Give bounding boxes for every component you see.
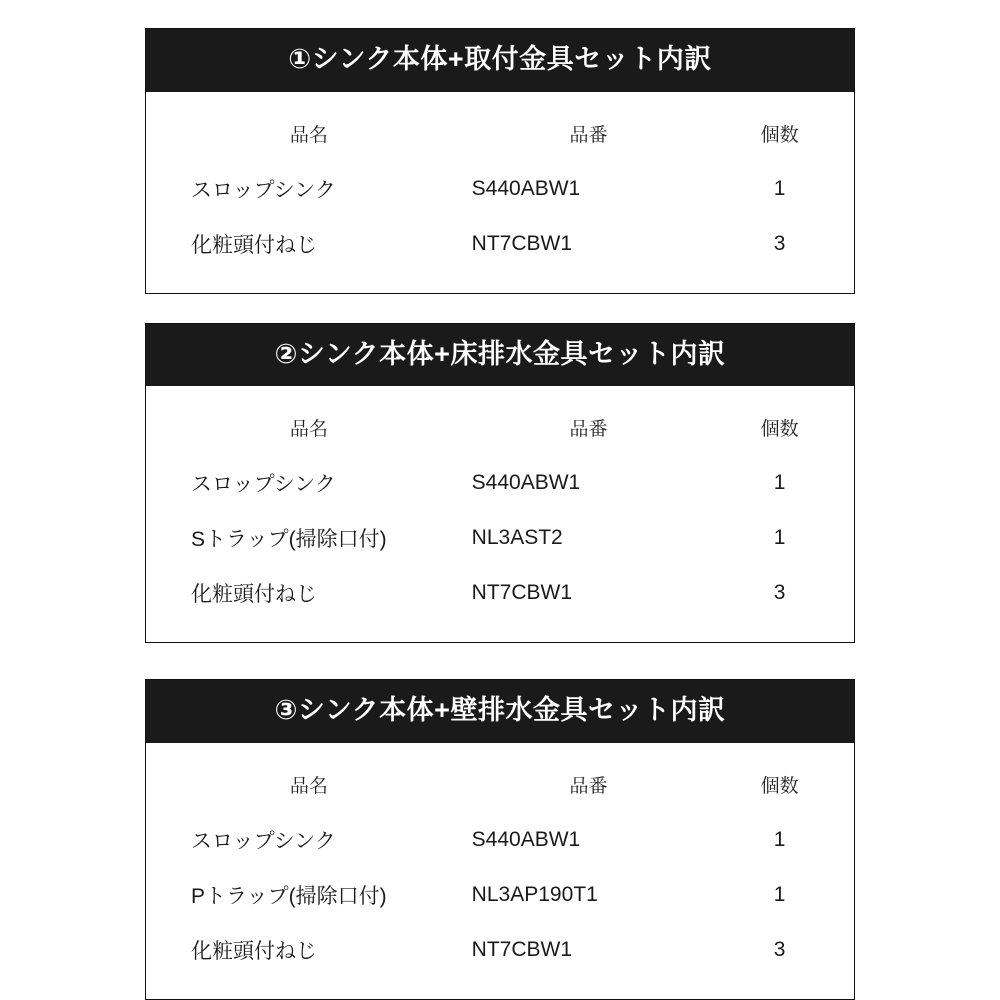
cell-name: スロップシンク bbox=[191, 178, 336, 202]
column-header-name: 品名 bbox=[289, 124, 328, 146]
cell-name: スロップシンク bbox=[191, 830, 336, 853]
cell-qty: 1 bbox=[773, 883, 786, 906]
cell-qty: 3 bbox=[773, 231, 786, 255]
column-header-qty: 個数 bbox=[760, 124, 799, 146]
cell-name: スロップシンク bbox=[191, 473, 336, 497]
cell-code: S440ABW1 bbox=[471, 471, 581, 495]
column-header-code: 品番 bbox=[569, 124, 608, 146]
table-row bbox=[146, 867, 854, 922]
cell-code: S440ABW1 bbox=[471, 176, 581, 200]
spec-table-2 bbox=[145, 323, 855, 644]
table-row bbox=[146, 922, 854, 977]
cell-qty: 1 bbox=[773, 471, 786, 495]
cell-code: S440ABW1 bbox=[471, 828, 581, 851]
table-3-grid bbox=[146, 749, 854, 977]
table-1-title: ①シンク本体+取付金具セット内訳 bbox=[146, 29, 854, 92]
table-header-row bbox=[146, 749, 854, 812]
cell-qty: 3 bbox=[773, 581, 786, 605]
column-header-name: 品名 bbox=[289, 776, 328, 797]
table-2-grid bbox=[146, 392, 854, 620]
cell-qty: 3 bbox=[773, 938, 786, 961]
spec-table-3 bbox=[145, 679, 855, 1000]
table-row bbox=[146, 455, 854, 510]
cell-code: NT7CBW1 bbox=[471, 581, 573, 605]
table-1-body bbox=[146, 92, 854, 293]
cell-qty: 1 bbox=[773, 828, 786, 851]
table-row bbox=[146, 161, 854, 216]
table-1-grid bbox=[146, 98, 854, 271]
column-header-qty: 個数 bbox=[760, 419, 799, 441]
cell-name: Sトラップ(掃除口付) bbox=[191, 528, 387, 552]
table-row bbox=[146, 565, 854, 620]
cell-code: NT7CBW1 bbox=[471, 231, 573, 255]
cell-code: NT7CBW1 bbox=[471, 938, 573, 961]
cell-code: NL3AP190T1 bbox=[471, 883, 598, 906]
table-3-title: ③シンク本体+壁排水金具セット内訳 bbox=[146, 680, 854, 743]
column-header-qty: 個数 bbox=[760, 776, 799, 797]
table-header-row bbox=[146, 392, 854, 455]
cell-name: 化粧頭付ねじ bbox=[191, 940, 317, 963]
cell-qty: 1 bbox=[773, 176, 786, 200]
column-header-name: 品名 bbox=[289, 419, 328, 441]
table-2-body bbox=[146, 386, 854, 642]
table-row bbox=[146, 812, 854, 867]
table-2-title: ②シンク本体+床排水金具セット内訳 bbox=[146, 324, 854, 387]
table-3-body bbox=[146, 743, 854, 999]
column-header-code: 品番 bbox=[569, 419, 608, 441]
table-header-row bbox=[146, 98, 854, 161]
cell-name: 化粧頭付ねじ bbox=[191, 233, 317, 257]
table-row bbox=[146, 510, 854, 565]
table-row bbox=[146, 216, 854, 271]
spec-table-1 bbox=[145, 28, 855, 294]
cell-name: 化粧頭付ねじ bbox=[191, 583, 317, 607]
column-header-code: 品番 bbox=[569, 776, 608, 797]
cell-code: NL3AST2 bbox=[471, 526, 563, 550]
cell-qty: 1 bbox=[773, 526, 786, 550]
cell-name: Pトラップ(掃除口付) bbox=[191, 885, 387, 908]
